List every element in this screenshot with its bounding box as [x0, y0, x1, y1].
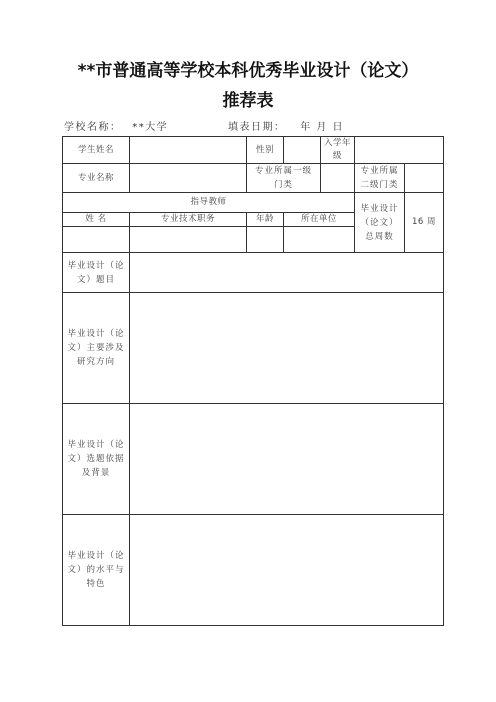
level-features-label: 毕业设计（论文）的水平与特色 — [63, 515, 130, 626]
student-name-field[interactable] — [130, 137, 247, 164]
advisor-unit-col: 所在单位 — [284, 213, 355, 227]
recommendation-form — [62, 136, 444, 626]
advisor-name-field[interactable] — [63, 227, 130, 253]
document-title: **市普通高等学校本科优秀毕业设计（论文） — [77, 61, 419, 81]
major-name-field[interactable] — [130, 164, 247, 193]
fill-date-info — [228, 118, 344, 133]
thesis-title-field[interactable] — [130, 253, 444, 293]
advisor-title-col: 专业技术职务 — [130, 213, 247, 227]
gender-field[interactable] — [284, 137, 321, 164]
advisor-unit-field[interactable] — [284, 227, 355, 253]
total-weeks-value: 16 周 — [405, 193, 444, 253]
advisor-name-col: 姓 名 — [63, 213, 130, 227]
school-info — [64, 118, 168, 133]
major-name-label: 专业名称 — [63, 164, 130, 193]
advisor-title-field[interactable] — [130, 227, 247, 253]
research-direction-field[interactable] — [130, 293, 444, 404]
major-category2-field[interactable] — [405, 164, 444, 193]
student-name-label: 学生姓名 — [63, 137, 130, 164]
school-label: 学校名称： — [64, 122, 122, 133]
advisor-age-field[interactable] — [247, 227, 284, 253]
gender-label: 性别 — [247, 137, 284, 164]
advisor-age-col: 年龄 — [247, 213, 284, 227]
thesis-title-label: 毕业设计（论文）题目 — [63, 253, 130, 293]
enroll-year-label: 入学年级 — [321, 137, 355, 164]
topic-basis-label: 毕业设计（论文）选题依据及背景 — [63, 404, 130, 515]
level-features-field[interactable] — [130, 515, 444, 626]
major-category2-label: 专业所属二级门类 — [355, 164, 405, 193]
total-weeks-label: 毕业设计（论文）总周数 — [355, 193, 405, 253]
document-subtitle: 推荐表 — [222, 91, 274, 111]
major-category1-label: 专业所属一级门类 — [247, 164, 321, 193]
date-label: 填表日期： — [228, 122, 286, 133]
research-direction-label: 毕业设计（论文）主要涉及研究方向 — [63, 293, 130, 404]
major-category1-field[interactable] — [321, 164, 355, 193]
advisor-header: 指导教师 — [63, 193, 355, 213]
enroll-year-field[interactable] — [355, 137, 444, 164]
date-value: 年 月 日 — [300, 122, 345, 133]
topic-basis-field[interactable] — [130, 404, 444, 515]
school-value: **大学 — [132, 122, 169, 133]
